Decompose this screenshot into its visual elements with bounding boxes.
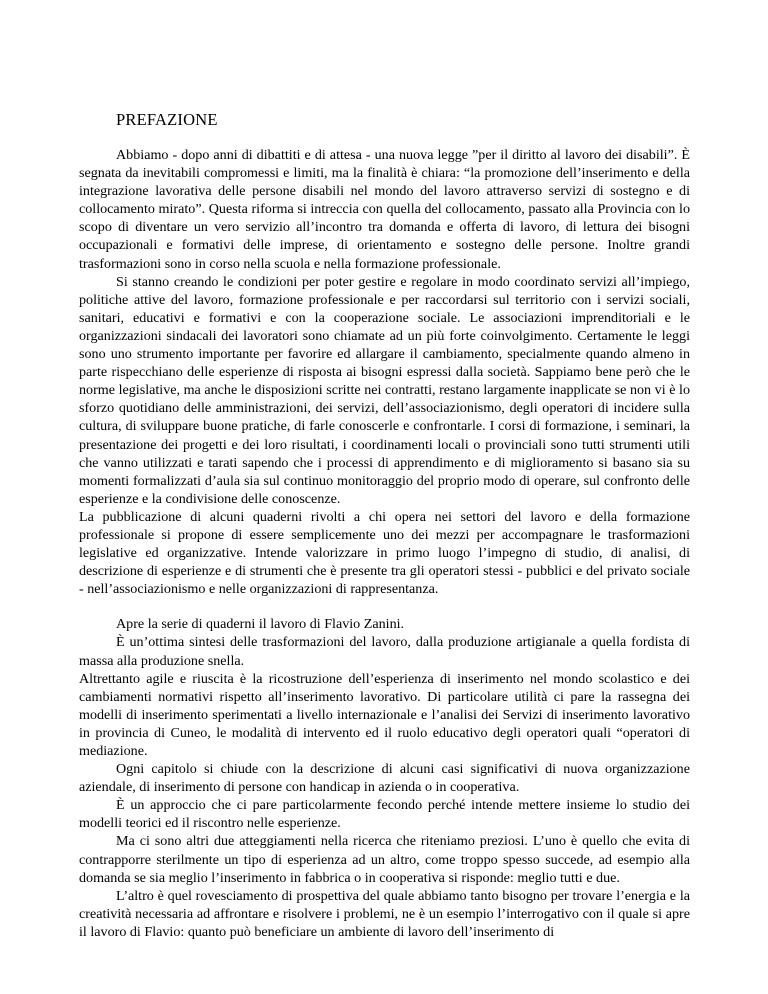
body-paragraph: È un approccio che ci pare particolarmente fecondo perché intende mettere insieme lo studio dei modelli teorici ed il riscontro nelle esperienze.	[79, 797, 690, 832]
body-paragraph: È un’ottima sintesi delle trasformazioni del lavoro, dalla produzione artigianale a quella fordista di massa alla produzione snella.	[79, 634, 690, 669]
body-paragraph: Ma ci sono altri due atteggiamenti nella ricerca che riteniamo preziosi. L’uno è quello che evita di contrapporre sterilmente un tipo di esperienza ad un altro, come troppo spesso succede, ad esempio alla domanda se sia meglio l’inserimento in fabbrica o in cooperativa si risponde: meglio tutti e due.	[79, 833, 690, 886]
body-paragraph: L’altro è quel rovesciamento di prospettiva del quale abbiamo tanto bisogno per trovare l’energia e la creatività necessaria ad affrontare e risolvere i problemi, ne è un esempio l’interrogativo con il quale si apre il lavoro di Flavio: quanto può beneficiare un ambiente di lavoro dell’inserimento di	[79, 887, 690, 940]
body-paragraph: Ogni capitolo si chiude con la descrizione di alcuni casi significativi di nuova organizzazione aziendale, di inserimento di persone con handicap in azienda o in cooperativa.	[79, 761, 690, 796]
body-paragraph: La pubblicazione di alcuni quaderni rivolti a chi opera nei settori del lavoro e della formazione professionale si propone di essere semplicemente uno dei mezzi per accompagnare le trasformazioni legislative ed organizzative. Intende valorizzare in primo luogo l’impegno di studio, di analisi, di descrizione di esperienze e di strumenti che è presente tra gli operatori stessi - pubblici e del privato sociale - nell’associazionismo e nelle organizzazioni di rappresentanza.	[79, 508, 690, 598]
body-paragraph: Si stanno creando le condizioni per poter gestire e regolare in modo coordinato servizi all’impiego, politiche attive del lavoro, formazione professionale e per raccordarsi sul territorio con i servizi sociali, sanitari, educativi e formativi e con la cooperazione sociale. Le associazioni imprenditoriali e le organizzazioni sindacali dei lavoratori sono chiamate ad un più forte coinvolgimento. Certamente le leggi sono uno strumento importante per favorire ed allargare il cambiamento, specialmente quando almeno in parte rispecchiano delle esperienze di risposta ai bisogni espressi dalla società. Sappiamo bene però che le norme legislative, ma anche le disposizioni scritte nei contratti, restano largamente inapplicate se non vi è lo sforzo quotidiano delle amministrazioni, dei servizi, dell’associazionismo, degli operatori di incidere sulla cultura, di sviluppare buone pratiche, di farle conoscerle e confrontarle. I corsi di formazione, i seminari, la presentazione dei progetti e dei loro risultati, i coordinamenti locali o provinciali sono tutti strumenti utili che vanno utilizzati e tarati sapendo che i processi di apprendimento e di miglioramento si basano sia su momenti formalizzati d’aula sia sul continuo monitoraggio del proprio modo di operare, sul confronto delle esperienze e la condivisione delle conoscenze.	[79, 273, 690, 507]
page-title: PREFAZIONE	[116, 110, 218, 129]
document-body	[79, 146, 690, 941]
body-paragraph: Abbiamo - dopo anni di dibattiti e di attesa - una nuova legge ”per il diritto al lavoro dei disabili”. È segnata da inevitabili compromessi e limiti, ma la finalità è chiara: “la promozione dell’inserimento e della integrazione lavorativa delle persone disabili nel mondo del lavoro attraverso servizi di sostegno e di collocamento mirato”. Questa riforma si intreccia con quella del collocamento, passato alla Provincia con lo scopo di diventare un vero servizio all’incontro tra domanda e offerta di lavoro, di lettura dei bisogni occupazionali e formativi delle imprese, di orientamento e sostegno delle persone. Inoltre grandi trasformazioni sono in corso nella scuola e nella formazione professionale.	[79, 147, 690, 272]
body-paragraph: Altrettanto agile e riuscita è la ricostruzione dell’esperienza di inserimento nel mondo scolastico e dei cambiamenti normativi rispetto all’inserimento lavorativo. Di particolare utilità ci pare la rassegna dei modelli di inserimento sperimentati a livello internazionale e l’analisi dei Servizi di inserimento lavorativo in provincia di Cuneo, le modalità di intervento ed il ruolo educativo degli operatori quali “operatori di mediazione.	[79, 670, 690, 759]
body-paragraph: Apre la serie di quaderni il lavoro di Flavio Zanini.	[116, 616, 405, 633]
